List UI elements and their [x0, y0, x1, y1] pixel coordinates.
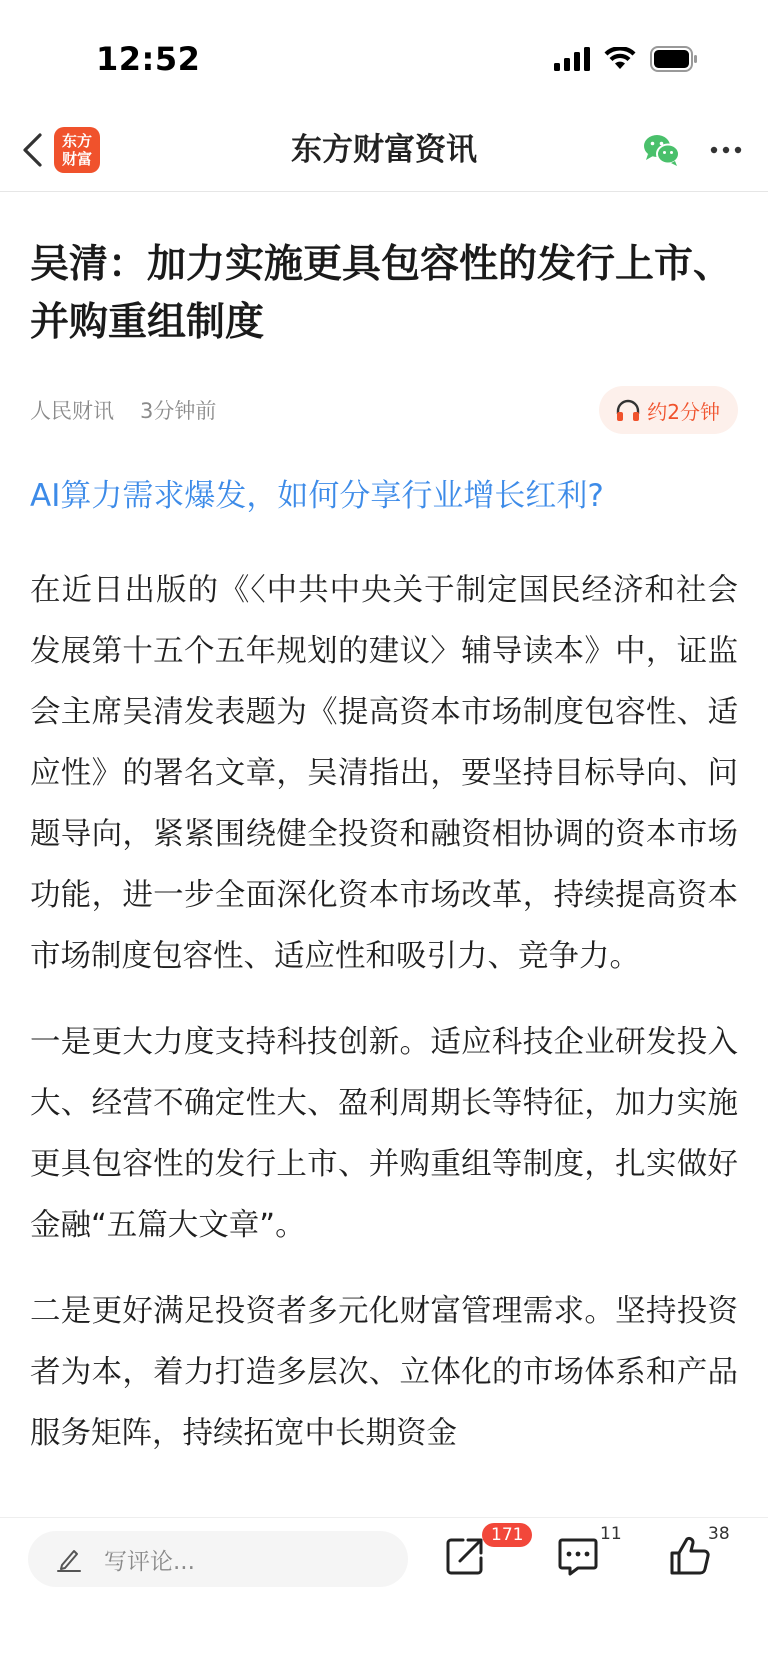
- article-title: 吴清：加力实施更具包容性的发行上市、并购重组制度: [30, 242, 733, 345]
- status-icons: [554, 46, 698, 72]
- comment-count: 11: [600, 1524, 622, 1544]
- comment-placeholder: 写评论...: [104, 1548, 195, 1575]
- cellular-signal-icon: [554, 47, 590, 71]
- thumbs-up-icon: [668, 1534, 712, 1578]
- like-count: 38: [708, 1524, 730, 1544]
- promo-link[interactable]: AI算力需求爆发，如何分享行业增长红利?: [30, 478, 604, 514]
- article-meta: [30, 386, 738, 436]
- listen-button[interactable]: [599, 386, 738, 434]
- status-bar: [0, 0, 768, 110]
- app-logo-line1: 东方: [61, 132, 92, 150]
- article-paragraph: 一是更大力度支持科技创新。适应科技企业研发投入大、经营不确定性大、盈利周期长等特征，加力实施更具包容性的发行上市、并购重组等制度，扎实做好金融“五篇大文章”。: [30, 1025, 738, 1243]
- like-button[interactable]: [668, 1534, 712, 1578]
- listen-duration: 约2分钟: [647, 399, 720, 424]
- share-icon: [443, 1534, 487, 1578]
- article: [30, 236, 738, 1464]
- app-logo-line2: 财富: [61, 150, 92, 168]
- comments-button[interactable]: [556, 1534, 600, 1578]
- article-source[interactable]: 人民财讯: [30, 399, 114, 423]
- wechat-icon: [642, 132, 682, 168]
- battery-icon: [650, 46, 698, 72]
- more-icon: [710, 146, 742, 154]
- article-paragraph: 在近日出版的《〈中共中央关于制定国民经济和社会发展第十五个五年规划的建议〉辅导读本》中，证监会主席吴清发表题为《提高资本市场制度包容性、适应性》的署名文章，吴清指出，要坚持目标导向、问题导向，紧紧围绕健全投资和融资相协调的资本市场功能，进一步全面深化资本市场改革，持续提高资本市场制度包容性、适应性和吸引力、竞争力。: [30, 573, 738, 974]
- more-button[interactable]: [706, 130, 746, 170]
- nav-bar: [0, 110, 768, 192]
- bottom-bar: [0, 1518, 768, 1670]
- pen-icon: [56, 1546, 82, 1572]
- headphones-icon: [615, 398, 641, 422]
- comment-input[interactable]: [28, 1531, 408, 1587]
- status-time: 12:52: [96, 40, 201, 78]
- share-button[interactable]: [443, 1534, 487, 1578]
- nav-title: 东方财富资讯: [291, 132, 477, 168]
- comment-icon: [556, 1534, 600, 1578]
- wifi-icon: [604, 47, 636, 71]
- article-time: 3分钟前: [140, 399, 217, 423]
- article-paragraph: 二是更好满足投资者多元化财富管理需求。坚持投资者为本，着力打造多层次、立体化的市场体系和产品服务矩阵，持续拓宽中长期资金: [30, 1294, 738, 1451]
- wechat-share-button[interactable]: [642, 132, 682, 168]
- share-count-badge: 171: [482, 1523, 532, 1547]
